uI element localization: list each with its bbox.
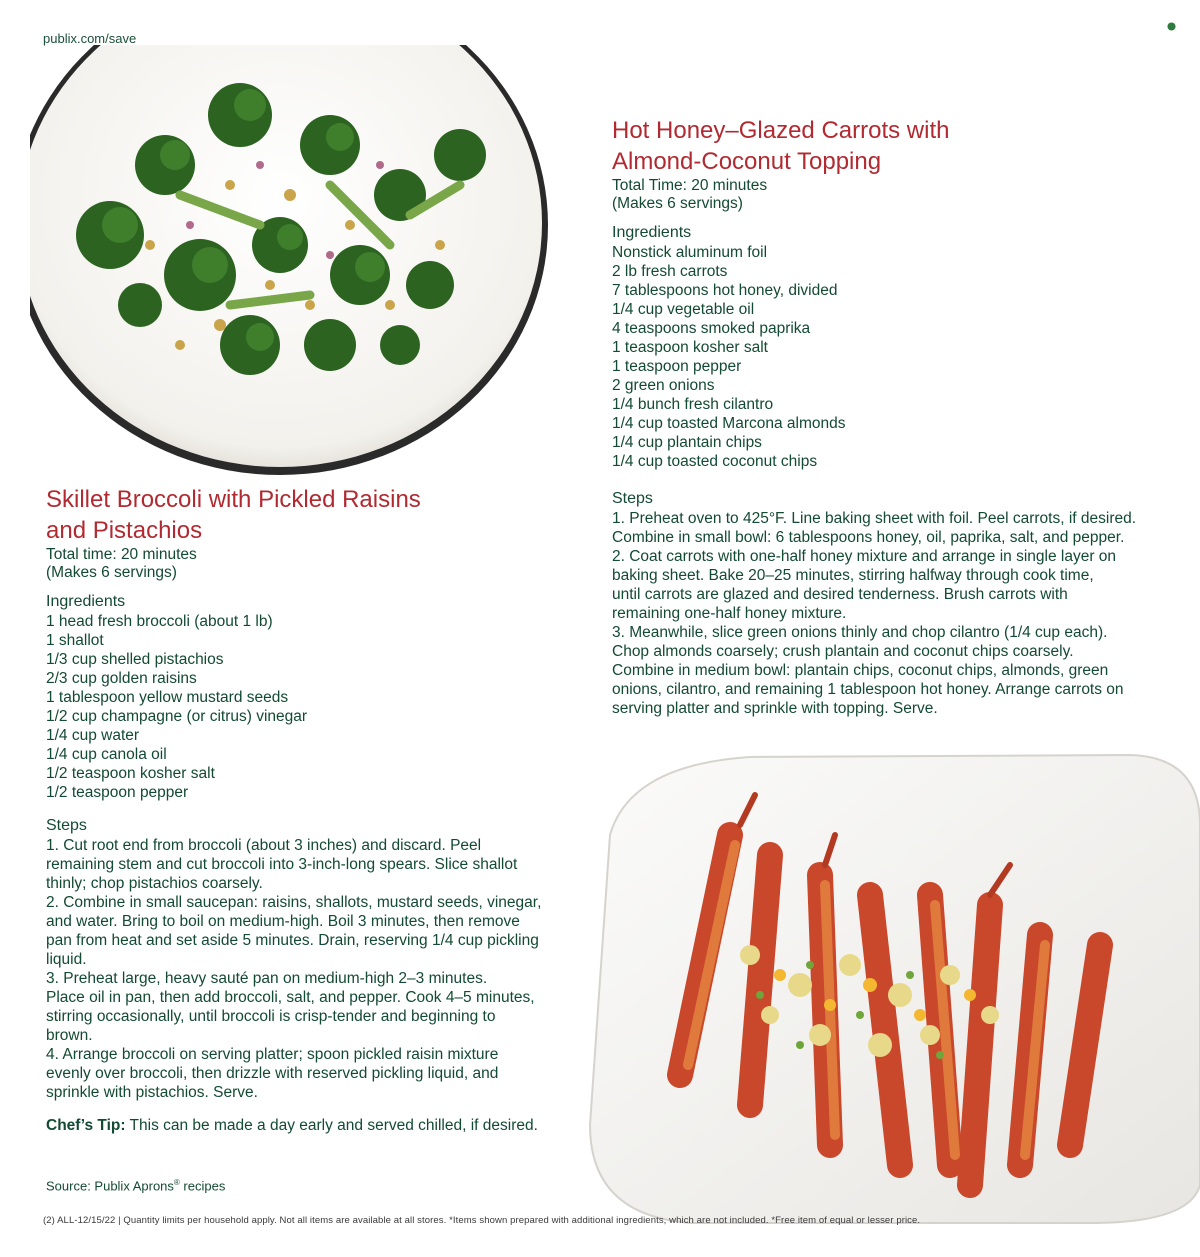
step-line: 2. Coat carrots with one-half honey mixture and arrange in single layer on: [612, 548, 1117, 565]
step-line: baking sheet. Bake 20–25 minutes, stirring halfway through cook time,: [612, 567, 1094, 584]
step-line: 3. Preheat large, heavy sauté pan on medium-high 2–3 minutes.: [46, 970, 488, 987]
ingredient-item: 1 teaspoon pepper: [612, 358, 742, 375]
step-line: Combine in small bowl: 6 tablespoons honey, oil, paprika, salt, and pepper.: [612, 529, 1125, 546]
step-line: onions, cilantro, and remaining 1 tablespoon hot honey. Arrange carrots on: [612, 681, 1124, 698]
ingredient-item: 1 tablespoon yellow mustard seeds: [46, 689, 289, 706]
step-line: evenly over broccoli, then drizzle with reserved pickling liquid, and: [46, 1065, 499, 1082]
ingredient-item: 4 teaspoons smoked paprika: [612, 320, 811, 337]
step-line: until carrots are glazed and desired tenderness. Brush carrots with: [612, 586, 1068, 603]
publix-mark-icon: [1167, 22, 1176, 31]
broccoli-steps-heading: Steps: [46, 817, 87, 834]
title-line: and Pistachios: [46, 517, 203, 544]
title-line: Almond-Coconut Topping: [612, 148, 882, 175]
ingredient-item: 1/2 cup champagne (or citrus) vinegar: [46, 708, 308, 725]
carrots-ingredients-heading: Ingredients: [612, 224, 692, 241]
site-url[interactable]: publix.com/save: [43, 31, 137, 46]
title-line: Hot Honey–Glazed Carrots with: [612, 117, 950, 144]
ingredient-item: 7 tablespoons hot honey, divided: [612, 282, 838, 299]
ingredient-item: 1/4 cup toasted coconut chips: [612, 453, 818, 470]
chefs-tip-text: This can be made a day early and served chilled, if desired.: [125, 1117, 538, 1134]
chefs-tip-label: Chef’s Tip:: [46, 1117, 126, 1134]
step-line: and water. Bring to boil on medium-high. Boil 3 minutes, then remove: [46, 913, 520, 930]
recipe-source: [46, 1178, 225, 1193]
broccoli-steps-list: [46, 836, 566, 1102]
carrots-steps-heading: Steps: [612, 490, 653, 507]
step-line: brown.: [46, 1027, 93, 1044]
broccoli-servings: (Makes 6 servings): [46, 564, 177, 581]
source-text: Source: Publix Aprons: [46, 1178, 174, 1194]
carrots-recipe: [612, 115, 1172, 718]
step-line: liquid.: [46, 951, 87, 968]
carrots-total-time: Total Time: 20 minutes: [612, 177, 768, 194]
chefs-tip: [46, 1116, 566, 1135]
broccoli-ingredients-heading: Ingredients: [46, 593, 126, 610]
step-line: 4. Arrange broccoli on serving platter; spoon pickled raisin mixture: [46, 1046, 499, 1063]
ingredient-item: 1/2 teaspoon pepper: [46, 784, 189, 801]
step-line: 2. Combine in small saucepan: raisins, shallots, mustard seeds, vinegar,: [46, 894, 542, 911]
carrots-steps-list: [612, 509, 1172, 718]
ingredient-item: 1/4 cup water: [46, 727, 140, 744]
broccoli-dish-image: [30, 45, 550, 475]
ingredient-item: 1/3 cup shelled pistachios: [46, 651, 224, 668]
ingredient-item: 2 lb fresh carrots: [612, 263, 728, 280]
ingredient-item: 1 head fresh broccoli (about 1 lb): [46, 613, 273, 630]
carrots-servings: (Makes 6 servings): [612, 195, 743, 212]
step-line: Place oil in pan, then add broccoli, salt, and pepper. Cook 4–5 minutes,: [46, 989, 535, 1006]
carrots-ingredients-list: [612, 243, 1172, 471]
ingredient-item: 1/4 bunch fresh cilantro: [612, 396, 774, 413]
step-line: 1. Preheat oven to 425°F. Line baking sheet with foil. Peel carrots, if desired.: [612, 510, 1137, 527]
ingredient-item: 2/3 cup golden raisins: [46, 670, 197, 687]
step-line: pan from heat and set aside 5 minutes. Drain, reserving 1/4 cup pickling: [46, 932, 539, 949]
step-line: 1. Cut root end from broccoli (about 3 inches) and discard. Peel: [46, 837, 482, 854]
ingredient-item: 1/4 cup toasted Marcona almonds: [612, 415, 846, 432]
registered-mark: ®: [173, 1178, 180, 1187]
step-line: Combine in medium bowl: plantain chips, coconut chips, almonds, green: [612, 662, 1109, 679]
step-line: remaining one-half honey mixture.: [612, 605, 847, 622]
step-line: stirring occasionally, until broccoli is crisp-tender and beginning to: [46, 1008, 496, 1025]
ingredient-item: Nonstick aluminum foil: [612, 244, 768, 261]
broccoli-total-time: Total time: 20 minutes: [46, 546, 197, 563]
ingredient-item: 1/2 teaspoon kosher salt: [46, 765, 215, 782]
step-line: sprinkle with pistachios. Serve.: [46, 1084, 258, 1101]
broccoli-recipe-title: [46, 484, 566, 546]
broccoli-recipe: [46, 484, 566, 1135]
carrots-dish-image: [570, 745, 1200, 1225]
source-suffix: recipes: [179, 1178, 226, 1194]
legal-footer: (2) ALL-12/15/22 | Quantity limits per household apply. Not all items are available at all stores. *Items shown prepared with additional ingredients, which are not included. *Free item of equal or lesser price.: [43, 1215, 921, 1226]
step-line: serving platter and sprinkle with topping. Serve.: [612, 700, 938, 717]
ingredient-item: 1/4 cup vegetable oil: [612, 301, 755, 318]
ingredient-item: 1/4 cup plantain chips: [612, 434, 762, 451]
ingredient-item: 1/4 cup canola oil: [46, 746, 167, 763]
ingredient-item: 2 green onions: [612, 377, 715, 394]
ingredient-item: 1 teaspoon kosher salt: [612, 339, 768, 356]
broccoli-ingredients-list: [46, 612, 566, 802]
carrots-recipe-title: [612, 115, 1172, 177]
step-line: thinly; chop pistachios coarsely.: [46, 875, 263, 892]
title-line: Skillet Broccoli with Pickled Raisins: [46, 486, 421, 513]
ingredient-item: 1 shallot: [46, 632, 104, 649]
step-line: 3. Meanwhile, slice green onions thinly and chop cilantro (1/4 cup each).: [612, 624, 1108, 641]
step-line: Chop almonds coarsely; crush plantain and coconut chips coarsely.: [612, 643, 1074, 660]
step-line: remaining stem and cut broccoli into 3-inch-long spears. Slice shallot: [46, 856, 518, 873]
